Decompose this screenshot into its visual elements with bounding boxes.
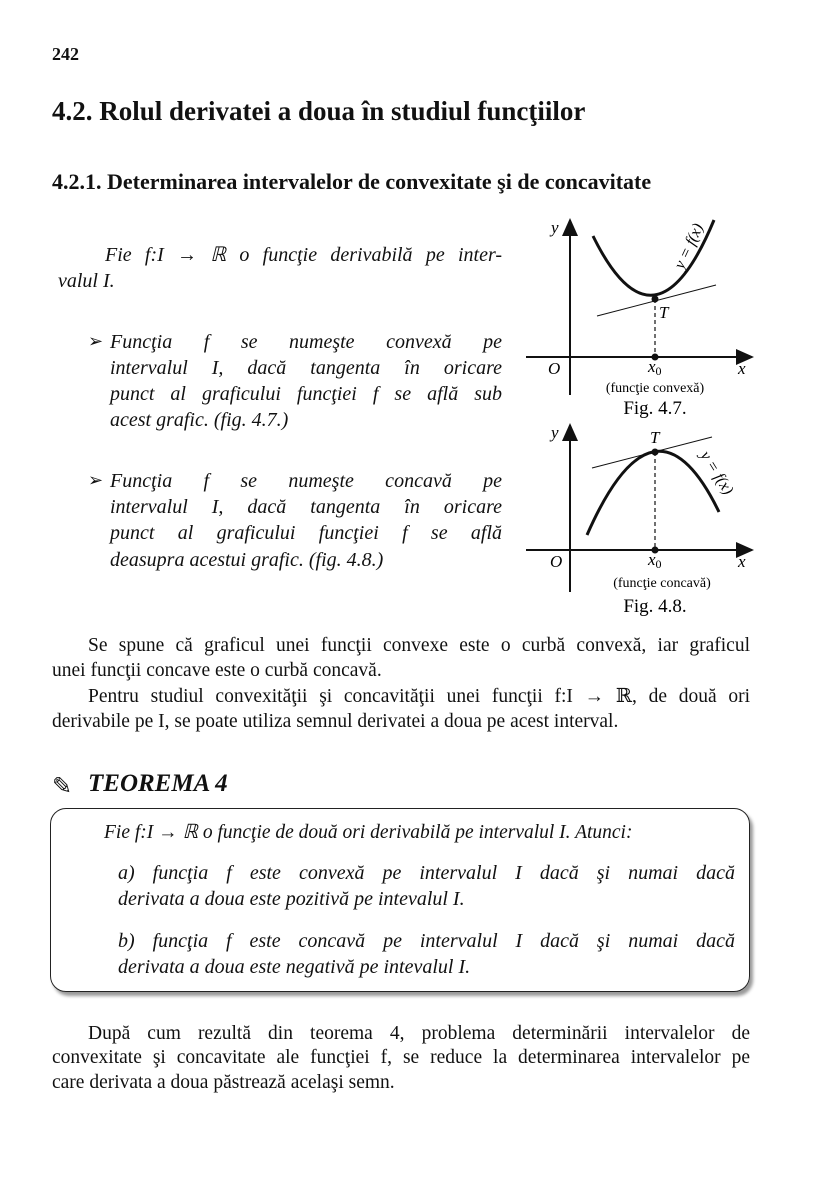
caption-small: (funcţie concavă) xyxy=(613,576,711,591)
theorem-title: TEOREMA 4 xyxy=(88,770,228,797)
paragraph-line: Pentru studiul convexităţii şi concavităţii unei funcţii f:I → ℝ, de două ori xyxy=(88,686,750,707)
t-label: T xyxy=(650,428,660,447)
paragraph-line: Se spune că graficul unei funcţii convexe este o curbă convexă, iar graficul xyxy=(88,635,750,656)
figure-caption: Fig. 4.7. xyxy=(623,398,687,419)
x-label: x xyxy=(738,552,746,571)
conclusion-line: convexitate şi concavitate ale funcţiei f, se reduce la determinarea intervalelor pe xyxy=(52,1047,750,1068)
t-label: T xyxy=(659,303,669,322)
x0-label: x0 xyxy=(648,550,662,571)
bullet-arrow-icon: ➢ xyxy=(88,331,104,351)
bullet2-line: punct al graficului funcţiei f se află xyxy=(110,522,502,544)
origin-label: O xyxy=(550,552,563,571)
x-label: x xyxy=(738,359,746,378)
x0-label: x0 xyxy=(648,357,662,378)
theorem-a-line: a) funcţia f este convexă pe intervalul I dacă şi numai dacă xyxy=(118,862,735,884)
subsection-title: 4.2.1. Determinarea intervalelor de convexitate şi de concavitate xyxy=(52,169,652,194)
theorem-b-line: derivata a doua este negativă pe intevalul I. xyxy=(118,956,471,978)
y-label: y xyxy=(551,218,559,237)
caption-small: (funcţie convexă) xyxy=(605,381,705,396)
tangent-point xyxy=(652,449,659,456)
origin-label: O xyxy=(548,359,561,378)
bullet1-line: intervalul I, dacă tangenta în oricare xyxy=(110,357,502,379)
bullet2-line: intervalul I, dacă tangenta în oricare xyxy=(110,496,502,518)
figure-caption: Fig. 4.8. xyxy=(623,596,687,617)
intro-line: valul I. xyxy=(58,270,115,292)
bullet1-line: acest grafic. (fig. 4.7.) xyxy=(110,409,289,431)
page-number: 242 xyxy=(52,44,79,64)
intro-line: Fie f:I → ℝ o funcţie derivabilă pe inter- xyxy=(105,244,502,266)
theorem-intro: Fie f:I → ℝ o funcţie de două ori derivabilă pe intervalul I. Atunci: xyxy=(104,822,633,843)
bullet2-line: Funcţia f se numeşte concavă pe xyxy=(110,470,502,492)
bullet-arrow-icon: ➢ xyxy=(88,470,104,490)
bullet1-line: punct al graficului funcţiei f se află sub xyxy=(110,383,502,405)
figure-4-8 xyxy=(526,423,752,617)
figure-4-7 xyxy=(526,218,752,419)
paragraph-line: derivabile pe I, se poate utiliza semnul derivatei a doua pe acest interval. xyxy=(52,711,619,732)
curve-label: y = f(x) xyxy=(671,220,707,272)
paragraph-line: unei funcţii concave este o curbă concavă. xyxy=(52,660,382,681)
theorem-b-line: b) funcţia f este concavă pe intervalul I dacă şi numai dacă xyxy=(118,930,735,952)
bullet2-line: deasupra acestui grafic. (fig. 4.8.) xyxy=(110,549,384,571)
curve-label: y = f(x) xyxy=(696,448,737,498)
conclusion-line: După cum rezultă din teorema 4, problema determinării intervalelor de xyxy=(88,1023,750,1044)
conclusion-line: care derivata a doua păstrează acelaşi semn. xyxy=(52,1072,395,1093)
y-label: y xyxy=(551,423,559,442)
tangent-point xyxy=(652,296,659,303)
theorem-hand-icon: ✎ xyxy=(52,774,73,800)
theorem-a-line: derivata a doua este pozitivă pe intevalul I. xyxy=(118,888,465,910)
bullet1-line: Funcţia f se numeşte convexă pe xyxy=(110,331,502,353)
section-title: 4.2. Rolul derivatei a doua în studiul funcţiilor xyxy=(52,96,586,126)
